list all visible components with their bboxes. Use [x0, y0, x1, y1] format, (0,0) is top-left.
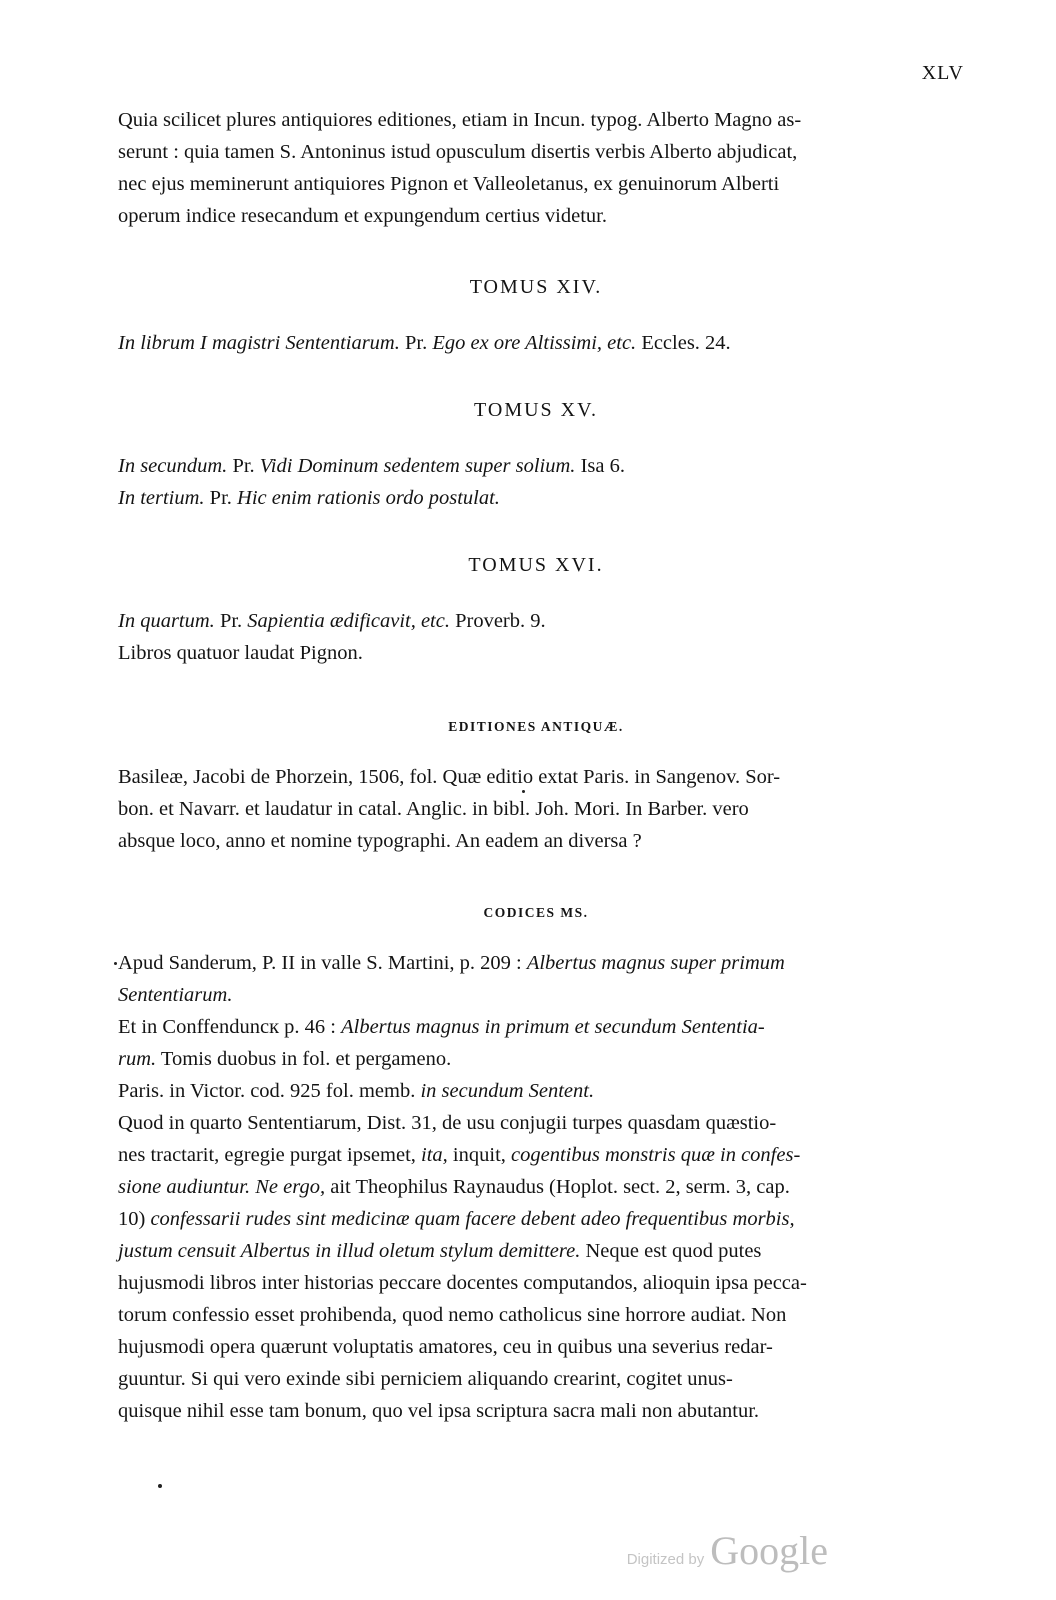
codices-line: guuntur. Si qui vero exinde sibi perniciem aliquando crearint, cogitet unus- [118, 1368, 733, 1390]
tomus-xvi-note: Libros quatuor laudat Pignon. [118, 642, 363, 664]
text-run: confessarii rudes sint medicinæ quam facere debent adeo frequentibus morbis, [150, 1208, 795, 1230]
entry-pr: Pr. [227, 455, 260, 477]
codices-heading: CODICES MS. [483, 905, 589, 920]
tomus-xiv-heading: TOMUS XIV. [469, 276, 603, 298]
intro-line: Quia scilicet plures antiquiores editiones, etiam in Incun. typog. Alberto Magno as- [118, 109, 802, 131]
watermark-brand: Google [710, 1528, 828, 1573]
page-content [118, 104, 954, 1427]
text-run: inquit, [447, 1144, 512, 1166]
tomus-xiv-entry [118, 327, 954, 359]
text-run: ait Theophilus Raynaudus (Hoplot. sect. 2, serm. 3, cap. [325, 1176, 790, 1198]
watermark-digitized-text: Digitized by [626, 1551, 705, 1568]
entry-reference: Eccles. 24. [636, 332, 731, 354]
text-run: Neque est quod putes [580, 1240, 762, 1262]
codices-paragraph-3 [118, 1075, 954, 1107]
codex-location: Et in Conffenduncк p. 46 : [118, 1016, 342, 1038]
codices-line [118, 1235, 954, 1267]
tomus-xv-entry [118, 482, 954, 514]
editiones-paragraph [118, 761, 954, 857]
entry-incipit: Vidi Dominum sedentem super solium. [259, 455, 576, 477]
codices-line: torum confessio esset prohibenda, quod nemo catholicus sine horrore audiat. Non [118, 1304, 787, 1326]
tomus-xvi-entry [118, 605, 954, 637]
codices-line [118, 1139, 954, 1171]
entry-incipit: Hic enim rationis ordo postulat. [237, 487, 500, 509]
intro-line: serunt : quia tamen S. Antoninus istud opusculum disertis verbis Alberto abjudicat, [118, 141, 798, 163]
codices-line [118, 1203, 954, 1235]
entry-title: In librum I magistri Sententiarum. [118, 332, 400, 354]
entry-reference: Proverb. 9. [449, 610, 546, 632]
text-run: nes tractarit, egregie purgat ipsemet, [118, 1144, 422, 1166]
text-run: justum censuit Albertus in illud oletum stylum demittere. [118, 1240, 581, 1262]
codices-line [118, 979, 954, 1011]
codex-title: in secundum Sentent. [420, 1080, 595, 1102]
codices-line: hujusmodi opera quærunt voluptatis amatores, ceu in quibus una severius redar- [118, 1336, 773, 1358]
editiones-line: absque loco, anno et nomine typographi. An eadem an diversa ? [118, 830, 642, 852]
codices-paragraph-1 [118, 947, 954, 1011]
intro-line: operum indice resecandum et expungendum certius videtur. [118, 205, 607, 227]
text-run: cogentibus monstris quæ in confes- [511, 1144, 801, 1166]
text-run: 10) [118, 1208, 151, 1230]
entry-title: In tertium. [118, 487, 205, 509]
codices-line: hujusmodi libros inter historias peccare docentes computandos, alioquin ipsa pecca- [118, 1272, 807, 1294]
codices-line [118, 1043, 954, 1075]
tomus-xvi-heading: TOMUS XVI. [468, 554, 604, 576]
codices-paragraph-4 [118, 1107, 954, 1427]
scan-speck [522, 790, 525, 793]
tomus-xv-entry [118, 450, 954, 482]
text-run: ita, [421, 1144, 448, 1166]
entry-incipit: Sapientia ædificavit, etc. [247, 610, 450, 632]
codex-title: Albertus magnus in primum et secundum Sententia- [341, 1016, 765, 1038]
digitized-watermark [627, 1527, 828, 1574]
codex-title: Sententiarum. [118, 984, 233, 1006]
codices-line [118, 947, 954, 979]
entry-incipit: Ego ex ore Altissimi, etc. [432, 332, 637, 354]
codices-line: quisque nihil esse tam bonum, quo vel ipsa scriptura sacra mali non abutantur. [118, 1400, 760, 1422]
codex-title: rum. [118, 1048, 157, 1070]
page-number: XLV [921, 62, 964, 84]
editiones-heading: EDITIONES ANTIQUÆ. [448, 719, 624, 734]
scan-speck [158, 1484, 162, 1488]
tomus-xv-heading: TOMUS XV. [474, 399, 598, 421]
codices-line [118, 1171, 954, 1203]
intro-line: nec ejus meminerunt antiquiores Pignon et Valleoletanus, ex genuinorum Alberti [118, 173, 780, 195]
codex-note: Tomis duobus in fol. et pergameno. [156, 1048, 452, 1070]
scan-speck [114, 962, 117, 965]
entry-pr: Pr. [214, 610, 248, 632]
entry-pr: Pr. [399, 332, 433, 354]
text-run: sione audiuntur. Ne ergo, [118, 1176, 326, 1198]
codex-location: Apud Sanderum, P. II in valle S. Martini, p. 209 : [118, 952, 527, 974]
entry-title: In secundum. [118, 455, 228, 477]
codices-line [118, 1075, 954, 1107]
editiones-line: Basileæ, Jacobi de Phorzein, 1506, fol. Quæ editio extat Paris. in Sangenov. Sor- [118, 766, 781, 788]
codices-line [118, 1011, 954, 1043]
entry-title: In quartum. [118, 610, 215, 632]
entry-pr: Pr. [204, 487, 238, 509]
editiones-line: bon. et Navarr. et laudatur in catal. Anglic. in bibl. Joh. Mori. In Barber. vero [118, 798, 749, 820]
intro-paragraph [118, 104, 954, 232]
entry-reference: Isa 6. [575, 455, 625, 477]
codex-title: Albertus magnus super primum [526, 952, 785, 974]
codices-line: Quod in quarto Sententiarum, Dist. 31, de usu conjugii turpes quasdam quæstio- [118, 1112, 777, 1134]
codex-location: Paris. in Victor. cod. 925 fol. memb. [118, 1080, 421, 1102]
codices-paragraph-2 [118, 1011, 954, 1075]
